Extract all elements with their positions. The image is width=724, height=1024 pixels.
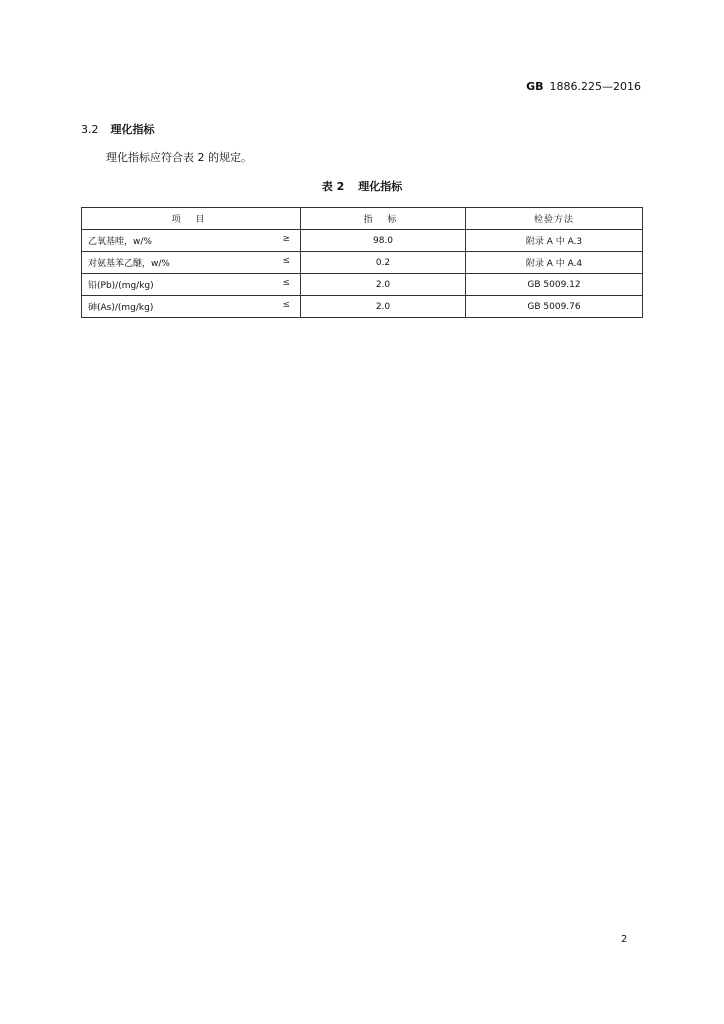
table-caption-title: 理化指标 (358, 180, 403, 193)
item-name: 铅(Pb)/(mg/kg) (88, 281, 154, 291)
header-index: 指 标 (301, 208, 466, 230)
method-cell: GB 5009.76 (466, 296, 643, 318)
value-cell: 98.0 (301, 230, 466, 252)
standard-prefix: GB (526, 80, 544, 93)
item-cell (82, 296, 301, 318)
item-name: 砷(As)/(mg/kg) (88, 303, 154, 313)
section-title: 理化指标 (110, 123, 155, 136)
section-heading (81, 121, 155, 137)
comparison-operator: ≤ (282, 300, 290, 310)
standard-number: 1886.225—2016 (549, 80, 641, 93)
table-row (82, 296, 643, 318)
table-row (82, 274, 643, 296)
header-method: 检验方法 (466, 208, 643, 230)
page-number: 2 (621, 934, 628, 945)
value-cell: 2.0 (301, 274, 466, 296)
table-row (82, 230, 643, 252)
item-cell (82, 274, 301, 296)
item-cell (82, 230, 301, 252)
method-cell: 附录 A 中 A.4 (466, 252, 643, 274)
item-name: 对氨基苯乙醚，w/% (88, 259, 170, 269)
standard-code (526, 80, 641, 93)
body-paragraph: 理化指标应符合表 2 的规定。 (106, 151, 252, 164)
item-cell (82, 252, 301, 274)
comparison-operator: ≤ (282, 256, 290, 266)
table-header-row (82, 208, 643, 230)
method-cell: GB 5009.12 (466, 274, 643, 296)
method-cell: 附录 A 中 A.3 (466, 230, 643, 252)
comparison-operator: ≥ (282, 234, 290, 244)
item-name: 乙氧基喹，w/% (88, 237, 152, 247)
table-caption (0, 178, 724, 194)
table-caption-label: 表 2 (321, 180, 345, 193)
value-cell: 2.0 (301, 296, 466, 318)
header-item: 项 目 (82, 208, 301, 230)
value-cell: 0.2 (301, 252, 466, 274)
section-number: 3.2 (81, 123, 99, 136)
spec-table (81, 207, 643, 318)
table-row (82, 252, 643, 274)
comparison-operator: ≤ (282, 278, 290, 288)
